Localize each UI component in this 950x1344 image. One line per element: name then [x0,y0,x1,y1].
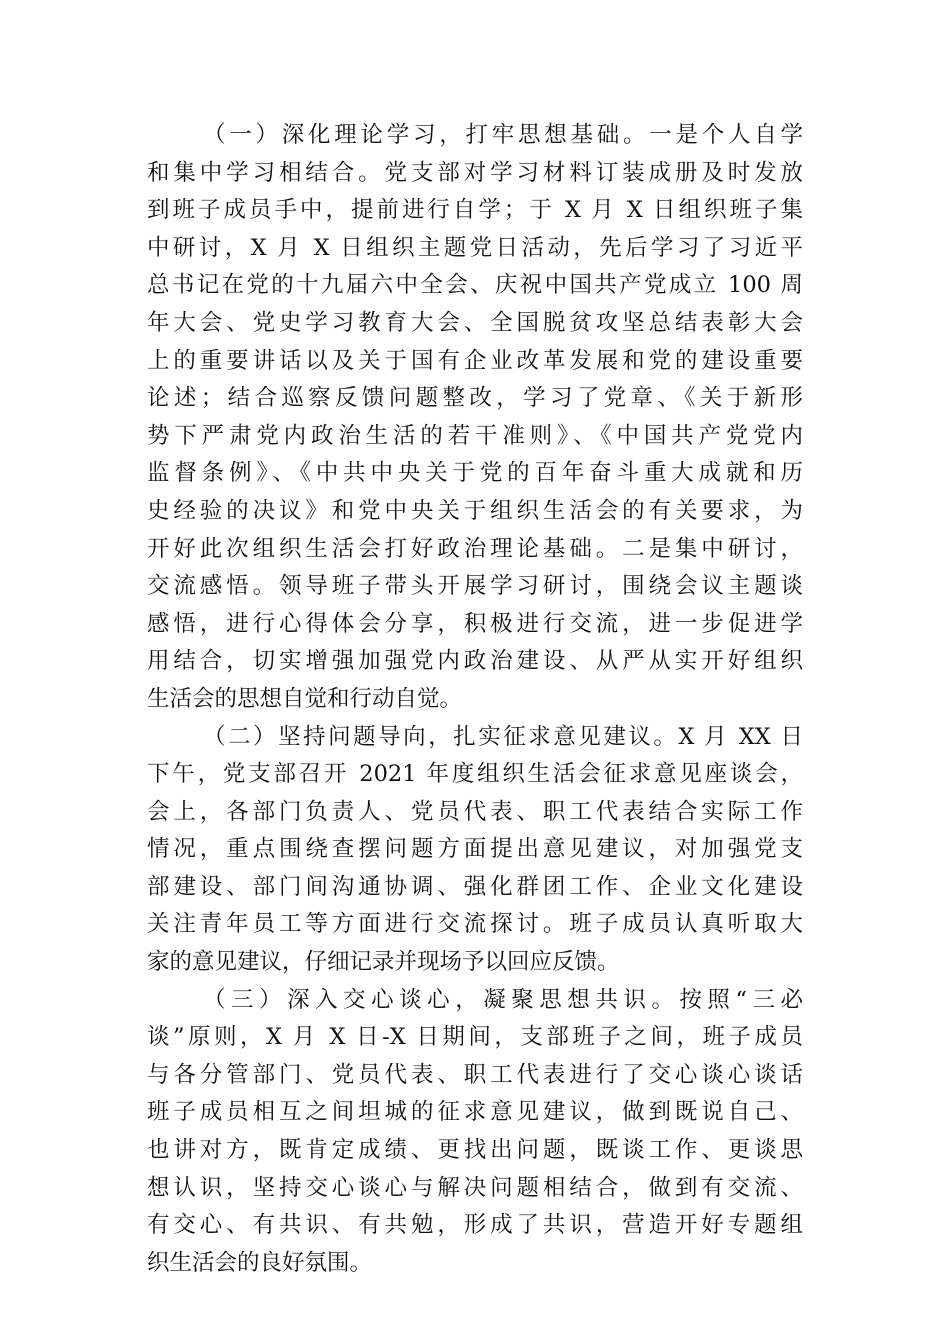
paragraph-2 [147,719,803,982]
paragraph-line: 论述；结合巡察反馈问题整改，学习了党章、《关于新形 [147,385,803,412]
paragraph-line: （二）坚持问题导向，扎实征求意见建议。X 月 XX 日 [203,723,803,750]
paragraph-line: 史经验的决议》和党中央关于组织生活会的有关要求，为 [147,497,803,524]
paragraph-line: 也讲对方，既肯定成绩、更找出问题，既谈工作、更谈思 [147,1137,803,1164]
paragraph-line: 生活会的思想自觉和行动自觉。 [147,685,463,712]
paragraph-line: 用结合，切实增强加强党内政治建设、从严从实开好组织 [147,648,803,675]
paragraph-line: 会上，各部门负责人、党员代表、职工代表结合实际工作 [147,798,803,825]
paragraph-line: 感悟，进行心得体会分享，积极进行交流，进一步促进学 [147,610,803,637]
paragraph-line: 到班子成员手中，提前进行自学；于 X 月 X 日组织班子集 [147,197,803,224]
paragraph-line: （一）深化理论学习，打牢思想基础。一是个人自学 [203,122,803,148]
paragraph-line: 部建设、部门间沟通协调、强化群团工作、企业文化建设 [147,873,803,900]
paragraph-line: 与各分管部门、党员代表、职工代表进行了交心谈心谈话 [147,1061,803,1088]
paragraph-line: 谈”原则，X 月 X 日-X 日期间，支部班子之间，班子成员 [147,1024,803,1051]
paragraph-line: 势下严肃党内政治生活的若干准则》、《中国共产党党内 [147,422,803,449]
paragraph-line: 家的意见建议，仔细记录并现场予以回应反馈。 [147,949,620,976]
document-body [147,117,803,1282]
paragraph-1 [147,117,803,719]
paragraph-line: 情况，重点围绕查摆问题方面提出意见建议，对加强党支 [147,836,803,863]
paragraph-line: 想认识，坚持交心谈心与解决问题相结合，做到有交流、 [147,1174,803,1201]
paragraph-line: （三）深入交心谈心，凝聚思想共识。按照“三必 [203,986,803,1013]
paragraph-line: 总书记在党的十九届六中全会、庆祝中国共产党成立 100 周 [147,272,803,299]
paragraph-line: 和集中学习相结合。党支部对学习材料订装成册及时发放 [147,159,803,186]
paragraph-3 [147,982,803,1283]
paragraph-line: 交流感悟。领导班子带头开展学习研讨，围绕会议主题谈 [147,573,803,600]
paragraph-line: 开好此次组织生活会打好政治理论基础。二是集中研讨， [147,535,803,562]
paragraph-line: 织生活会的良好氛围。 [147,1249,373,1276]
paragraph-line: 下午，党支部召开 2021 年度组织生活会征求意见座谈会， [147,761,803,788]
paragraph-line: 中研讨，X 月 X 日组织主题党日活动，先后学习了习近平 [147,234,803,261]
paragraph-line: 年大会、党史学习教育大会、全国脱贫攻坚总结表彰大会 [147,309,803,336]
paragraph-line: 班子成员相互之间坦城的征求意见建议，做到既说自己、 [147,1099,803,1126]
paragraph-line: 监督条例》、《中共中央关于党的百年奋斗重大成就和历 [147,460,803,487]
paragraph-line: 有交心、有共识、有共勉，形成了共识，营造开好专题组 [147,1212,803,1239]
paragraph-line: 上的重要讲话以及关于国有企业改革发展和党的建设重要 [147,347,803,374]
paragraph-line: 关注青年员工等方面进行交流探讨。班子成员认真听取大 [147,911,803,938]
